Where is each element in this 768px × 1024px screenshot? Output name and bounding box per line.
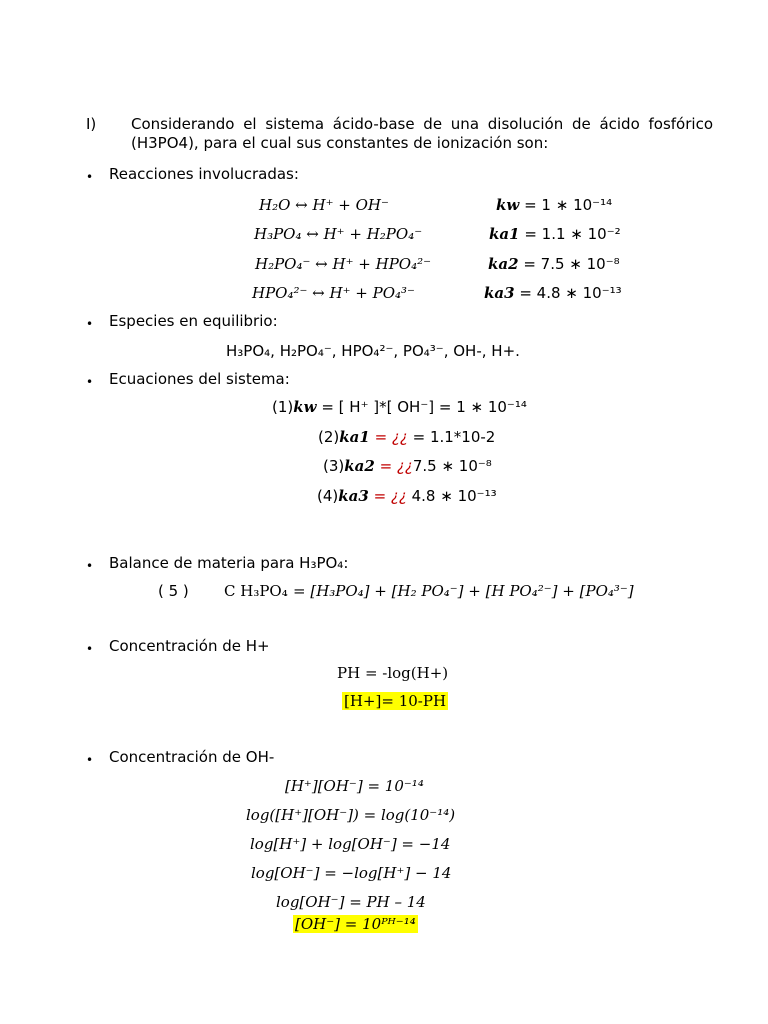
- oh-step-5: log[OH⁻] = PH – 14: [276, 893, 426, 911]
- oh-step-2: log([H⁺][OH⁻]) = log(10⁻¹⁴): [246, 806, 456, 824]
- reaction-3-constant: ka2 = 7.5 ∗ 10⁻⁸: [488, 255, 620, 273]
- section-balance: Balance de materia para H₃PO₄:: [109, 554, 349, 572]
- species-list: H₃PO₄, H₂PO₄⁻, HPO₄²⁻, PO₄³⁻, OH-, H+.: [226, 342, 520, 360]
- bullet-icon: •: [86, 642, 94, 656]
- system-eq-1: (1)kw = [ H⁺ ]*[ OH⁻] = 1 ∗ 10⁻¹⁴: [272, 398, 527, 416]
- oh-concentration-result: [OH⁻] = 10ᴾᴴ⁻¹⁴: [295, 915, 416, 933]
- bullet-icon: •: [86, 375, 94, 389]
- reaction-1: H₂O ↔ H⁺ + OH⁻: [259, 196, 389, 214]
- section-conc-oh: Concentración de OH-: [109, 748, 275, 766]
- section-conc-h: Concentración de H+: [109, 637, 270, 655]
- oh-step-3: log[H⁺] + log[OH⁻] = −14: [250, 835, 451, 853]
- system-eq-4: (4)ka3 = ¿¿ 4.8 ∗ 10⁻¹³: [317, 487, 497, 505]
- balance-eq-lhs: C H₃PO₄: [224, 582, 288, 600]
- h-concentration-result: [H+]= 10-PH: [344, 692, 447, 710]
- system-eq-3: (3)ka2 = ¿¿7.5 ∗ 10⁻⁸: [323, 457, 492, 475]
- section-especies: Especies en equilibrio:: [109, 312, 278, 330]
- bullet-icon: •: [86, 317, 94, 331]
- section-ecuaciones: Ecuaciones del sistema:: [109, 370, 290, 388]
- bullet-icon: •: [86, 559, 94, 573]
- reaction-2: H₃PO₄ ↔ H⁺ + H₂PO₄⁻: [254, 225, 423, 243]
- oh-step-1: [H⁺][OH⁻] = 10⁻¹⁴: [285, 777, 424, 795]
- heading-number: I): [86, 115, 97, 133]
- reaction-2-constant: ka1 = 1.1 ∗ 10⁻²: [489, 225, 621, 243]
- balance-eq-number: ( 5 ): [158, 582, 189, 600]
- ph-definition: PH = -log(H+): [337, 664, 449, 682]
- bullet-icon: •: [86, 170, 94, 184]
- system-eq-2: (2)ka1 = ¿¿ = 1.1*10-2: [318, 428, 496, 446]
- section-reacciones: Reacciones involucradas:: [109, 165, 299, 183]
- balance-eq-rhs: = [H₃PO₄] + [H₂ PO₄⁻] + [H PO₄²⁻] + [PO₄³⁻]: [293, 582, 634, 600]
- oh-step-4: log[OH⁻] = −log[H⁺] − 14: [251, 864, 452, 882]
- heading-line-1: Considerando el sistema ácido-base de una disolución de ácido fosfórico: [131, 115, 713, 133]
- reaction-4: HPO₄²⁻ ↔ H⁺ + PO₄³⁻: [252, 284, 415, 302]
- bullet-icon: •: [86, 753, 94, 767]
- reaction-3: H₂PO₄⁻ ↔ H⁺ + HPO₄²⁻: [255, 255, 432, 273]
- reaction-1-constant: kw = 1 ∗ 10⁻¹⁴: [496, 196, 613, 214]
- heading-line-2: (H3PO4), para el cual sus constantes de ionización son:: [131, 134, 549, 152]
- reaction-4-constant: ka3 = 4.8 ∗ 10⁻¹³: [484, 284, 622, 302]
